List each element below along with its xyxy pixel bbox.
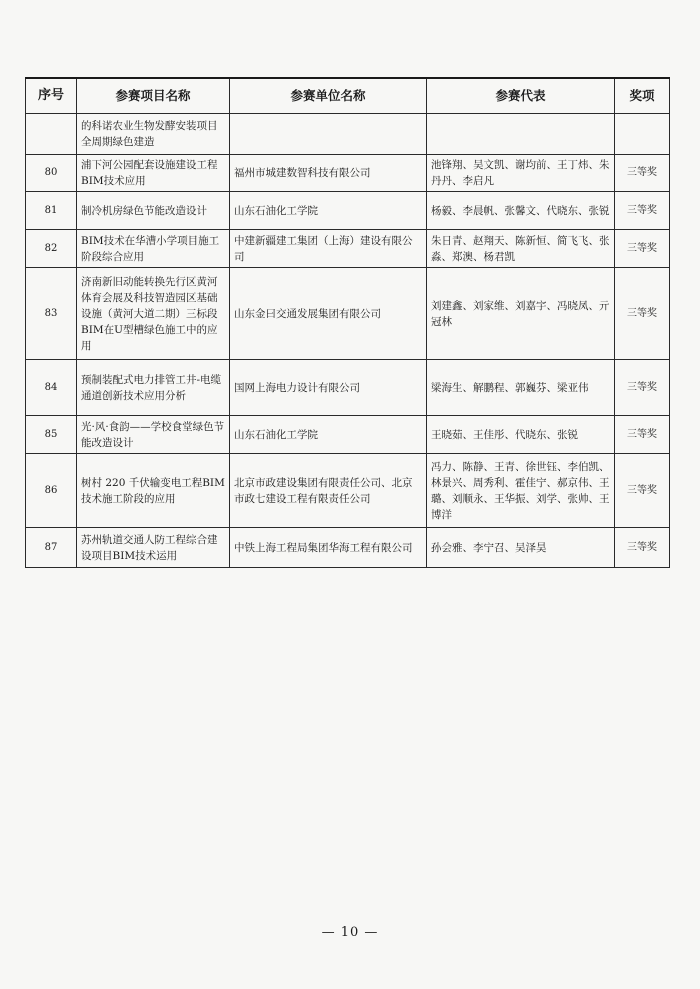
- cell-seq: 87: [26, 528, 77, 568]
- table-row: [26, 155, 670, 192]
- cell-award: 三等奖: [615, 230, 670, 268]
- cell-project: 的科诺农业生物发酵安装项目全周期绿色建造: [77, 114, 230, 155]
- cell-unit: 北京市政建设集团有限责任公司、北京市政七建设工程有限责任公司: [230, 454, 427, 528]
- cell-reps: 杨毅、李晨帆、张馨文、代晓东、张锐: [427, 192, 615, 230]
- table-row: [26, 230, 670, 268]
- cell-reps: 冯力、陈静、王青、徐世钰、李伯凯、林景兴、周秀利、霍佳宁、郝京伟、王璐、刘顺永、王华振、刘学、张帅、王博洋: [427, 454, 615, 528]
- cell-award: 三等奖: [615, 528, 670, 568]
- cell-unit: 山东金曰交通发展集团有限公司: [230, 268, 427, 360]
- cell-seq: 80: [26, 155, 77, 192]
- cell-reps: 刘建鑫、刘家维、刘嘉宇、冯晓凤、亓冠林: [427, 268, 615, 360]
- table-row: [26, 528, 670, 568]
- cell-project: 树村 220 千伏输变电工程BIM技术施工阶段的应用: [77, 454, 230, 528]
- cell-seq: 82: [26, 230, 77, 268]
- header-unit: 参赛单位名称: [230, 78, 427, 114]
- header-seq: 序号: [26, 78, 77, 114]
- cell-reps: [427, 114, 615, 155]
- header-project: 参赛项目名称: [77, 78, 230, 114]
- cell-project: 浦下河公园配套设施建设工程BIM技术应用: [77, 155, 230, 192]
- header-award: 奖项: [615, 78, 670, 114]
- cell-award: 三等奖: [615, 155, 670, 192]
- cell-reps: 孙会雅、李宁召、吴泽昊: [427, 528, 615, 568]
- cell-seq: 84: [26, 360, 77, 416]
- cell-reps: 王晓茹、王佳彤、代晓东、张锐: [427, 416, 615, 454]
- cell-award: 三等奖: [615, 454, 670, 528]
- cell-unit: 山东石油化工学院: [230, 192, 427, 230]
- page-number: — 10 —: [321, 925, 379, 940]
- cell-reps: 朱日青、赵翔天、陈新恒、简飞飞、张淼、郑澳、杨君凯: [427, 230, 615, 268]
- cell-project: 预制装配式电力排管工井-电缆通道创新技术应用分析: [77, 360, 230, 416]
- table-row: [26, 416, 670, 454]
- cell-seq: 86: [26, 454, 77, 528]
- cell-seq: [26, 114, 77, 155]
- cell-project: 济南新旧动能转换先行区黄河体育会展及科技智造园区基础设施（黄河大道二期）三标段BIM在U型槽绿色施工中的应用: [77, 268, 230, 360]
- cell-seq: 83: [26, 268, 77, 360]
- cell-unit: [230, 114, 427, 155]
- cell-award: 三等奖: [615, 192, 670, 230]
- cell-unit: 中铁上海工程局集团华海工程有限公司: [230, 528, 427, 568]
- cell-unit: 福州市城建数智科技有限公司: [230, 155, 427, 192]
- cell-project: 苏州轨道交通人防工程综合建设项目BIM技术运用: [77, 528, 230, 568]
- cell-seq: 85: [26, 416, 77, 454]
- cell-project: 制冷机房绿色节能改造设计: [77, 192, 230, 230]
- table-row: [26, 268, 670, 360]
- cell-project: 光·风·食韵——学校食堂绿色节能改造设计: [77, 416, 230, 454]
- cell-unit: 国网上海电力设计有限公司: [230, 360, 427, 416]
- cell-award: [615, 114, 670, 155]
- cell-unit: 中建新疆建工集团（上海）建设有限公司: [230, 230, 427, 268]
- award-table: [25, 77, 670, 568]
- cell-reps: 梁海生、解鹏程、郭巍芬、梁亚伟: [427, 360, 615, 416]
- table-row: [26, 192, 670, 230]
- table-row: [26, 454, 670, 528]
- cell-seq: 81: [26, 192, 77, 230]
- header-reps: 参赛代表: [427, 78, 615, 114]
- cell-project: BIM技术在华漕小学项目施工阶段综合应用: [77, 230, 230, 268]
- cell-reps: 池锋翔、吴文凯、谢均前、王丁炜、朱丹丹、李启凡: [427, 155, 615, 192]
- table-header-row: [26, 78, 670, 114]
- table-row: [26, 114, 670, 155]
- cell-award: 三等奖: [615, 360, 670, 416]
- cell-unit: 山东石油化工学院: [230, 416, 427, 454]
- cell-award: 三等奖: [615, 416, 670, 454]
- table-row: [26, 360, 670, 416]
- cell-award: 三等奖: [615, 268, 670, 360]
